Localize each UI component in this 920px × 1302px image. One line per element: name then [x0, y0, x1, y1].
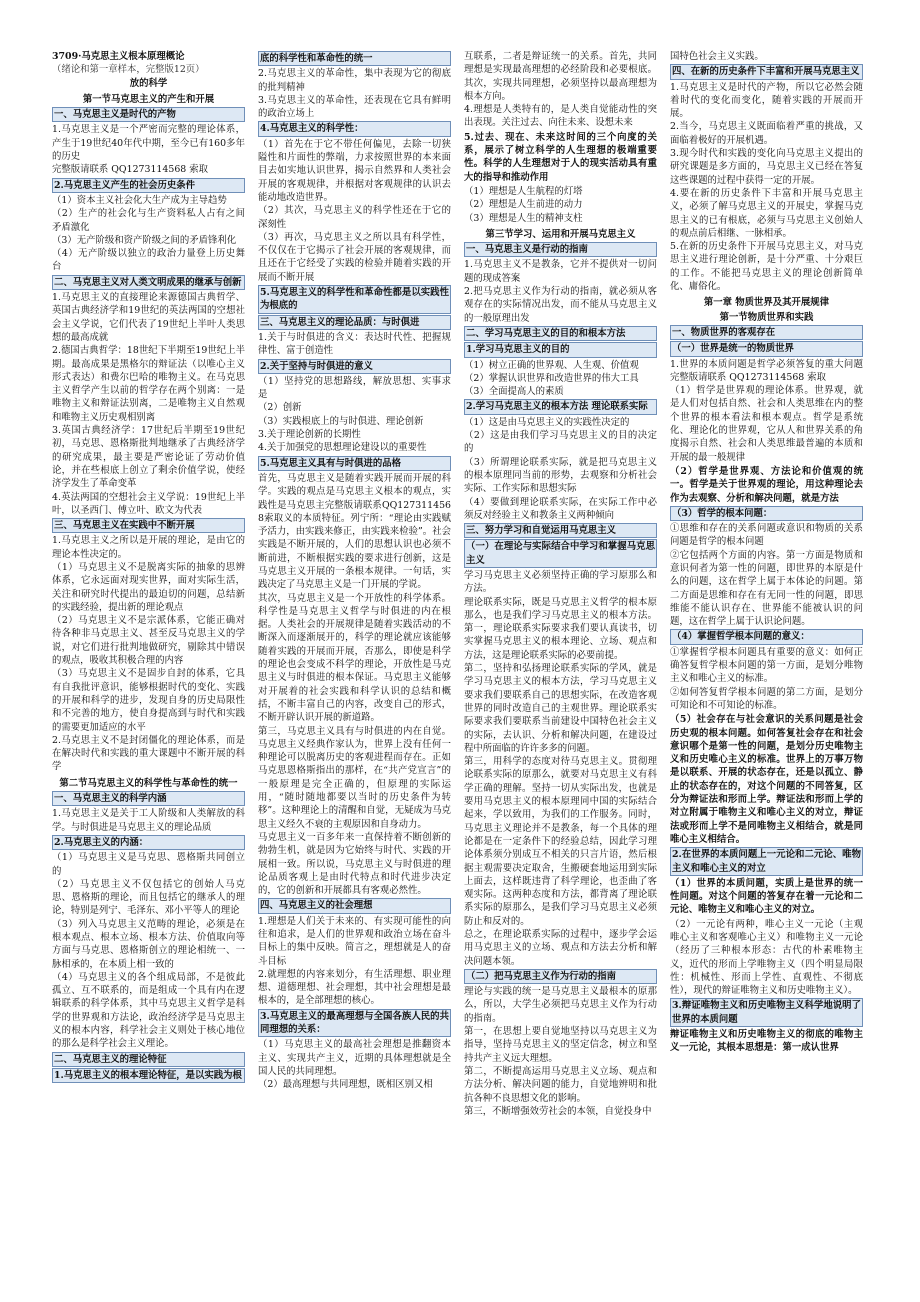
- section-heading: 1.学习马克思主义的目的: [464, 342, 657, 357]
- text-line: 总之，在理论联系实际的过程中，逐步学会运用马克思主义的立场、观点和方法去分析和解决问题本领。: [464, 929, 657, 967]
- text-line: （绪论和第一章样本，完整版12页）: [52, 64, 205, 76]
- text-line: 1.马克思主义是关于工人阶级和人类解放的科学。与时俱进是马克思主义的理论品质: [52, 808, 245, 833]
- text-line: 辩证唯物主义和历史唯物主义的彻底的唯物主义一元论，其根本思想是：第一成认世界: [670, 1029, 863, 1054]
- text-line: 第三，不断增强效劳社会的本领，自觉投身中: [464, 1105, 652, 1117]
- section-heading: 4.马克思主义的科学性：: [258, 121, 451, 136]
- section-heading: 第二节马克思主义的科学性与革命性的统一: [59, 777, 238, 789]
- section-heading: 二、马克思主义对人类文明成果的继承与创新: [52, 275, 245, 290]
- text-line: （3）实践根底上的与时俱进、理论创新: [258, 415, 424, 427]
- text-line: 2.把马克思主义作为行动的指南，就必须从客观存在的实际情况出发，而不能从马克思主义的一般原理出发: [464, 286, 657, 324]
- text-line: 1.世界的本质问题是哲学必须答复的重大问题完整版请联系 QQ1273114568 索取: [670, 358, 863, 383]
- section-heading: 2.在世界的本质问题上一元论和二元论、唯物主义和唯心主义的对立: [670, 847, 863, 876]
- section-heading: 1.马克思主义的根本理论特征，是以实践为根: [52, 1068, 245, 1083]
- text-line: （1）坚持党的思想路线，解放思想、实事求是: [258, 375, 451, 401]
- column-4: [670, 50, 863, 1280]
- text-line: 第二，坚持和弘扬理论联系实际的学风，就是学习马克思主义的根本方法，学习马克思主义要求我们要联系自己的思想实际，在改造客观世界的同时改造自己的主观世界。理论联系实际要求我们要联系当前建设中国特色社会主义的实际，去认识、分析和解决问题，在建设过程中所面临的许许多多的问题。: [464, 663, 657, 754]
- text-line: 1.马克思主义不是教条，它并不提供对一切问题的现成答案: [464, 259, 657, 284]
- column-3: [464, 50, 657, 1280]
- text-line: ②它包括两个方面的内容。第一方面是物质和意识何者为第一性的问题，即世界的本原是什么的问题，这在哲学上属于本体论的问题。第二方面是思维和存在有无同一性的问题，即思维能不能认识存在、世界能不能被认识的问题，这在哲学上属于认识论问题。: [670, 549, 863, 628]
- text-line: （2）马克思主义不仅包括它的创始人马克思、恩格斯的理论，而且包括它的继承人的理论，特别是列宁、毛泽东、邓小平等人的理论: [52, 878, 245, 917]
- text-line: （1）这是由马克思主义的实践性决定的: [464, 416, 630, 428]
- text-line: 3.关于理论创新的长期性: [258, 429, 361, 441]
- text-line: （1）树立正确的世界观、人生观、价值观: [464, 359, 639, 371]
- text-line: （2）其次，马克思主义的科学性还在于它的深刻性: [258, 205, 451, 230]
- text-line: （4）马克思主义的各个组成局部，不是彼此孤立、互不联系的，而是组成一个具有内在逻辑联系的科学体系，其中马克思主义哲学是科学的世界观和方法论，政治经济学是马克思主义的根本内容，科学社会主义则处于核心地位的那么是科学社会主义理论。: [52, 971, 245, 1050]
- text-line: （1）世界的本质问题，实质上是世界的统一性问题。对这个问题的答复存在着一元论和二元论、唯物主义和唯心主义的对立。: [670, 877, 863, 916]
- section-heading: 第三节学习、运用和开展马克思主义: [485, 228, 636, 240]
- section-heading: 3709·马克思主义根本原理概论: [52, 51, 185, 62]
- text-line: 理论联系实际，既是马克思主义哲学的根本原那么，也是我们学习马克思主义的根本方法。第一，理论联系实际要求我们要认真读书，切实掌握马克思主义的根本理论、立场、观点和方法，这是理论联系实际的必要前提。: [464, 596, 657, 661]
- text-line: 3.现今时代和实践的变化向马克思主义提出的研究课题是多方面的，马克思主义已经在答复这些课题的过程中获得一定的开展。: [670, 148, 863, 186]
- section-heading: 三、马克思主义的理论品质：与时俱进: [258, 315, 451, 330]
- section-heading: 三、马克思主义在实践中不断开展: [52, 518, 245, 533]
- section-heading: 一、马克思主义是时代的产物: [52, 107, 245, 122]
- section-heading: 一、马克思主义是行动的指南: [464, 242, 657, 257]
- text-line: （1）哲学是世界观的理论体系。世界观，就是人们对包括自然、社会和人类思维在内的整个世界的根本看法和根本观点。哲学是系统化、理论化的世界观，它从人和世界关系的角度揭示自然、社会和人类思维最普遍的本质和开展的最一般规律: [670, 385, 863, 463]
- section-heading: 三、努力学习和自觉运用马克思主义: [464, 523, 657, 538]
- text-line: 2.就理想的内容来划分，有生活理想、职业理想、道德理想、社会理想，其中社会理想是最根本的，是全部理想的核心。: [258, 968, 451, 1007]
- text-line: （2）一元论有两种，唯心主义一元论（主观唯心主义和客观唯心主义）和唯物主义一元论（经历了三种根本形态：古代的朴素唯物主义，近代的形而上学唯物主义（四个明显局限性：机械性、形而上学性、直观性、不彻底性），现代的辩证唯物主义和历史唯物主义）。: [670, 918, 863, 997]
- document-page: [52, 50, 872, 1280]
- text-line: （3）马克思主义不是固步自封的体系，它具有自我批评意识，能够根据时代的变化、实践的开展和科学的进步，发现自身的历史局限性和不完善的地方，使自身提高到与时代和实践的需要更加适应的水平: [52, 668, 245, 733]
- text-line: （3）全面提高人的素质: [464, 386, 564, 398]
- section-heading: （二）把马克思主义作为行动的指南: [464, 969, 657, 984]
- text-line: 第二，不断提高运用马克思主义立场、观点和方法分析、解决问题的能力，自觉地辨明和批抗各种不良思想文化的影响。: [464, 1065, 657, 1104]
- section-heading: 二、学习马克思主义的目的和根本方法: [464, 326, 657, 341]
- text-line: （4）无产阶级以独立的政治力量登上历史舞台: [52, 248, 245, 273]
- text-line: 5.过去、现在、未来这时间的三个向度的关系，展示了树立科学的人生理想的极端重要性。科学的人生理想对于人的现实活动具有重大的指导和推动作用: [464, 131, 657, 183]
- text-line: （2）生产的社会化与生产资料私人占有之间矛盾激化: [52, 208, 245, 233]
- section-heading: 2.关于坚持与时俱进的意义: [258, 359, 451, 374]
- section-heading: 2.学习马克思主义的根本方法 理论联系实际: [464, 399, 657, 414]
- text-line: 首先，马克思主义是随着实践开展而开展的科学。实践的观点是马克思主义根本的观点，实践性是马克思主完整版请联系QQ1273114568索取义的本质特征。列宁所：“理论由实践赋予活力，由实践来修正，由实践来检验”。社会实践是不断开展的，人们的思想认识也必须不断前进，不断根据实践的要求进行创新，这是马克思主义开展的一条根本规律。一句话，实践决定了马克思主义是一门开展的学说。: [258, 472, 451, 591]
- section-heading: 3.辩证唯物主义和历史唯物主义科学地说明了世界的本质问题: [670, 998, 863, 1027]
- text-line: 1.马克思主义的直接理论来源德国古典哲学、英国古典经济学和19世纪的英法两国的空想社会主义学说，它们代表了19世纪上半叶人类思想的最高成就: [52, 292, 245, 343]
- text-line: 第三，用科学的态度对待马克思主义。贯彻理论联系实际的原那么，就要对马克思主义有科学正确的理解。坚持一切从实际出发，也就是要用马克思主义的根本原理同中国的实际结合起来，学以致用，为我们的工作服务。同时，马克思主义理论并不是教条，每一个具体的理论都是在一定条件下的经验总结，因此学习理论体系须分别成互不相关的只言片语，然后根据主观需要决定取舍，生搬硬套地运用到实际上面去，这样既违背了科学理论，也歪曲了客观实际。这两种态度和方法，都背离了理论联系实际的原那么，是我们学习马克思主义必须防止和反对的。: [464, 756, 657, 927]
- text-line: 完整版请联系 QQ1273114568 索取: [52, 164, 208, 176]
- section-heading: 放的科学: [129, 77, 168, 89]
- text-line: （1）马克思主义的最高社会理想是推翻资本主义、实现共产主义，近期的具体理想就是全国人民的共同理想。: [258, 1039, 451, 1077]
- text-line: （3）所谓理论联系实际，就是把马克思主义的根本原理同当前的形势，去观察和分析社会实际、工作实际和思想实际: [464, 456, 657, 495]
- text-line: 2.马克思主义的革命性，集中表现为它的彻底的批判精神: [258, 68, 451, 93]
- column-1: [52, 50, 245, 1280]
- text-line: 第三，马克思主义具有与时俱进的内在自觉。马克思主义经典作家认为，世界上没有任何一种理论可以脱离历史的客观进程而存在。正如马克思恩格斯指出的那样，在“共产党宣言”的一般原理是完全正确的，但原理的实际运用，“随时随地都要以当时的历史条件为转移”。这种理论上的清醒和自觉，无疑成为马克思主义经久不衰的主观原因和自身动力。: [258, 725, 451, 830]
- text-line: （1）首先在于它不带任何偏见，去除一切狭隘性和片面性的弊端，力求按照世界的本来面目去如实地认识世界，揭示自然界和人类社会开展的客观规律，并根据对客观规律的认识去能动地改造世界。: [258, 138, 451, 203]
- text-line: 1.马克思主义之所以是开展的理论，是由它的理论本性决定的。: [52, 535, 245, 560]
- text-line: （2）马克思主义不是宗派体系，它能正确对待各种非马克思主义、甚至反马克思主义的学说，对它们进行批判地做研究，剔除其中错误的观点，吸收其积极合理的内容: [52, 615, 245, 667]
- column-2: [258, 50, 451, 1280]
- section-heading: 四、马克思主义的社会理想: [258, 898, 451, 913]
- section-heading: （一）在理论与实际结合中学习和掌握马克思主义: [464, 539, 657, 568]
- text-line: （1）马克思主义是马克思、恩格斯共同创立的: [52, 852, 245, 877]
- text-line: 1.马克思主义是时代的产物，所以它必然会随着时代的变化而变化，随着实践的开展而开展。: [670, 81, 863, 120]
- text-line: 1.马克思主义是一个严密而完整的理论体系，产生于19世纪40年代中期，至今已有160多年的历史: [52, 124, 245, 163]
- text-line: （3）再次，马克思主义之所以具有科学性，不仅仅在于它揭示了社会开展的客观规律，而且还在于它经受了实践的检验并随着实践的开展而不断开展: [258, 231, 451, 283]
- text-line: （1）马克思主义不是脱离实际的抽象的思辨体系，它永远面对现实世界，面对实际生活，关注和研究时代提出的最迫切的问题，总结新的实践经验，提出新的理论观点: [52, 561, 245, 613]
- section-heading: 2.马克思主义产生的社会历史条件: [52, 178, 245, 193]
- text-line: 1.理想是人们关于未来的、有实现可能性的向往和追求，是人们的世界观和政治立场在奋斗目标上的集中反映。简言之，理想就是人的奋斗目标: [258, 915, 451, 967]
- text-line: （1）理想是人生航程的灯塔: [464, 185, 583, 197]
- section-heading: 第一节物质世界和实践: [719, 311, 814, 323]
- section-heading: 四、在新的历史条件下丰富和开展马克思主义: [670, 64, 863, 79]
- text-line: 马克思主义一百多年来一直保持着不断创新的勃勃生机，就是因为它始终与时代、实践的开展相一致。所以说，马克思主义与时俱进的理论品质客观上是由时代特点和时代进步决定的，它的创新和开展都具有客观必然性。: [258, 831, 451, 897]
- section-heading: 3.马克思主义的最高理想与全国各族人民的共同理想的关系：: [258, 1009, 451, 1038]
- text-line: ①掌握哲学根本问题具有重要的意义：如何正确答复哲学根本问题的第一方面，是划分唯物主义和唯心主义的标准。: [670, 646, 863, 685]
- text-line: （2）创新: [258, 402, 302, 414]
- text-line: 4.要在新的历史条件下丰富和开展马克思主义，必须了解马克思主义的开展史，掌握马克思主义的已有根底，必须与马克思主义创始人的观点前后相继、一脉相承。: [670, 187, 863, 239]
- text-line: （2）理想是人生前进的动力: [464, 199, 583, 211]
- text-line: 3.马克思主义的革命性，还表现在它具有鲜明的政治立场上: [258, 94, 451, 120]
- text-line: 学习马克思主义必须坚持正确的学习原那么和方法。: [464, 569, 657, 595]
- section-heading: 底的科学性和革命性的统一: [258, 51, 451, 66]
- text-line: ①思维和存在的关系问题或意识和物质的关系问题是哲学的根本问题: [670, 523, 863, 548]
- text-line: （2）哲学是世界观、方法论和价值观的统一。哲学是关于世界观的理论，用这种理论去作为去观察、分析和解决问题，就是方法: [670, 465, 863, 504]
- text-line: 国特色社会主义实践。: [670, 51, 764, 62]
- text-line: 5.在新的历史条件下开展马克思主义，对马克思主义进行理论创新，是十分严重、十分艰巨的工作。不能把马克思主义的理论创新简单化、庸俗化。: [670, 241, 863, 293]
- section-heading: 第一节马克思主义的产生和开展: [82, 93, 215, 105]
- section-heading: 第一章 物质世界及其开展规律: [703, 297, 830, 309]
- text-line: （3）列入马克思主义范畴的理论，必须是在根本观点、根本立场、根本方法、价值取向等方面与马克思、恩格斯创立的理论相统一、一脉相承的，在本质上相一致的: [52, 918, 245, 970]
- text-line: （4）要做到理论联系实际，在实际工作中必须反对经验主义和教条主义两种倾向: [464, 496, 657, 521]
- text-line: （3）理想是人生的精神支柱: [464, 212, 583, 224]
- section-heading: 5.马克思主义的科学性和革命性都是以实践性为根底的: [258, 285, 451, 314]
- text-line: （1）资本主义社会化大生产成为主导趋势: [52, 194, 227, 206]
- text-line: 其次，马克思主义是一个开放性的科学体系。科学性是马克思主义哲学与时俱进的内在根据。人类社会的开展规律是随着实践活动的不断深入而逐渐展开的，科学的理论就应该能够随着实践的开展而开展，否那么，即使是科学的理论也会变成不科学的理论，开放性是马克思主义与时俱进的根本保证。马克思主义能够对开展着的社会实践和科学认识的总结和概括，不断丰富自己的内容，改变自己的形式，不断开辟认识开展的新道路。: [258, 592, 451, 724]
- section-heading: 二、马克思主义的理论特征: [52, 1052, 245, 1067]
- text-line: （2）最高理想与共同理想，既相区别又相: [258, 1079, 433, 1091]
- section-heading: （4）掌握哲学根本问题的意义：: [670, 629, 863, 644]
- text-line: 1.关于与时俱进的含义：表达时代性、把握规律性、富于创造性: [258, 331, 451, 357]
- text-line: 3.英国古典经济学：17世纪后半期至19世纪初，马克思、恩格斯批判地继承了古典经济学的研究成果，最主要是严密论证了劳动价值论，并在些根底上创立了剩余价值学说，使经济学发生了革命变革: [52, 425, 245, 490]
- section-heading: 2.马克思主义的内涵：: [52, 835, 245, 850]
- text-line: （2）这是由我们学习马克思主义的目的决定的: [464, 430, 657, 455]
- section-heading: 一、马克思主义的科学内涵: [52, 791, 245, 806]
- text-line: 第一，在思想上要自觉地坚持以马克思主义为指导，坚持马克思主义的坚定信念，树立和坚持共产主义远大理想。: [464, 1026, 657, 1064]
- text-line: （5）社会存在与社会意识的关系问题是社会历史观的根本问题。如何答复社会存在和社会意识哪个是第一性的问题，是划分历史唯物主义和历史唯心主义的标准。世界上的万事万物是以联系、开展的状态存在，还是以孤立、静止的状态存在的，对这个问题的不同答复，区分为辩证法和形而上学。辩证法和形而上学的对立附属于唯物主义和唯心主义的对立，辩证法或形而上学不是同唯物主义相结合，就是同唯心主义相结合。: [670, 714, 863, 845]
- section-heading: 5.马克思主义具有与时俱进的品格: [258, 456, 451, 471]
- section-heading: （3）哲学的根本问题：: [670, 506, 863, 521]
- text-line: 2.当今，马克思主义既面临着严重的挑战，又面临着极好的开展机遇。: [670, 121, 863, 146]
- text-line: 2.马克思主义不是封闭僵化的理论体系，而是在解决时代和实践的重大课题中不断开展的科学: [52, 734, 245, 773]
- text-line: 4.理想是人类特有的，是人类自觉能动性的突出表现。关注过去、向往未来、设想未来: [464, 104, 657, 129]
- text-line: ②如何答复哲学根本问题的第二方面，是划分可知论和不可知论的标准。: [670, 686, 863, 711]
- text-line: 理论与实践的统一是马克思主义最根本的原那么，所以，大学生必须把马克思主义作为行动的指南。: [464, 986, 657, 1024]
- text-line: 互联系，二者是辩证统一的关系。首先，共同理想是实现最高理想的必经阶段和必要根底。其次，实现共同理想，必须坚持以最高理想为根本方向。: [464, 51, 657, 102]
- text-line: （3）无产阶级和资产阶级之间的矛盾锋利化: [52, 234, 237, 246]
- text-line: （2）掌握认识世界和改造世界的伟大工具: [464, 372, 639, 384]
- text-line: 4.英法两国的空想社会主义学说：19世纪上半叶，以圣西门、傅立叶、欧文为代表: [52, 491, 245, 516]
- section-heading: （一）世界是统一的物质世界: [670, 341, 863, 356]
- text-line: 4.关于加强党的思想理论建设以的重要性: [258, 442, 427, 454]
- text-line: 2.德国古典哲学：18世纪下半期至19世纪上半期。最高成果是黑格尔的辩证法（以唯心主义形式表达）和费尔巴哈的唯物主义。在马克思主义哲学产生以前的哲学存在两个别离：一是唯物主义和辩证法别离，二是唯物主义自然观和唯物主义历史观相别离: [52, 345, 245, 423]
- section-heading: 一、物质世界的客观存在: [670, 325, 863, 340]
